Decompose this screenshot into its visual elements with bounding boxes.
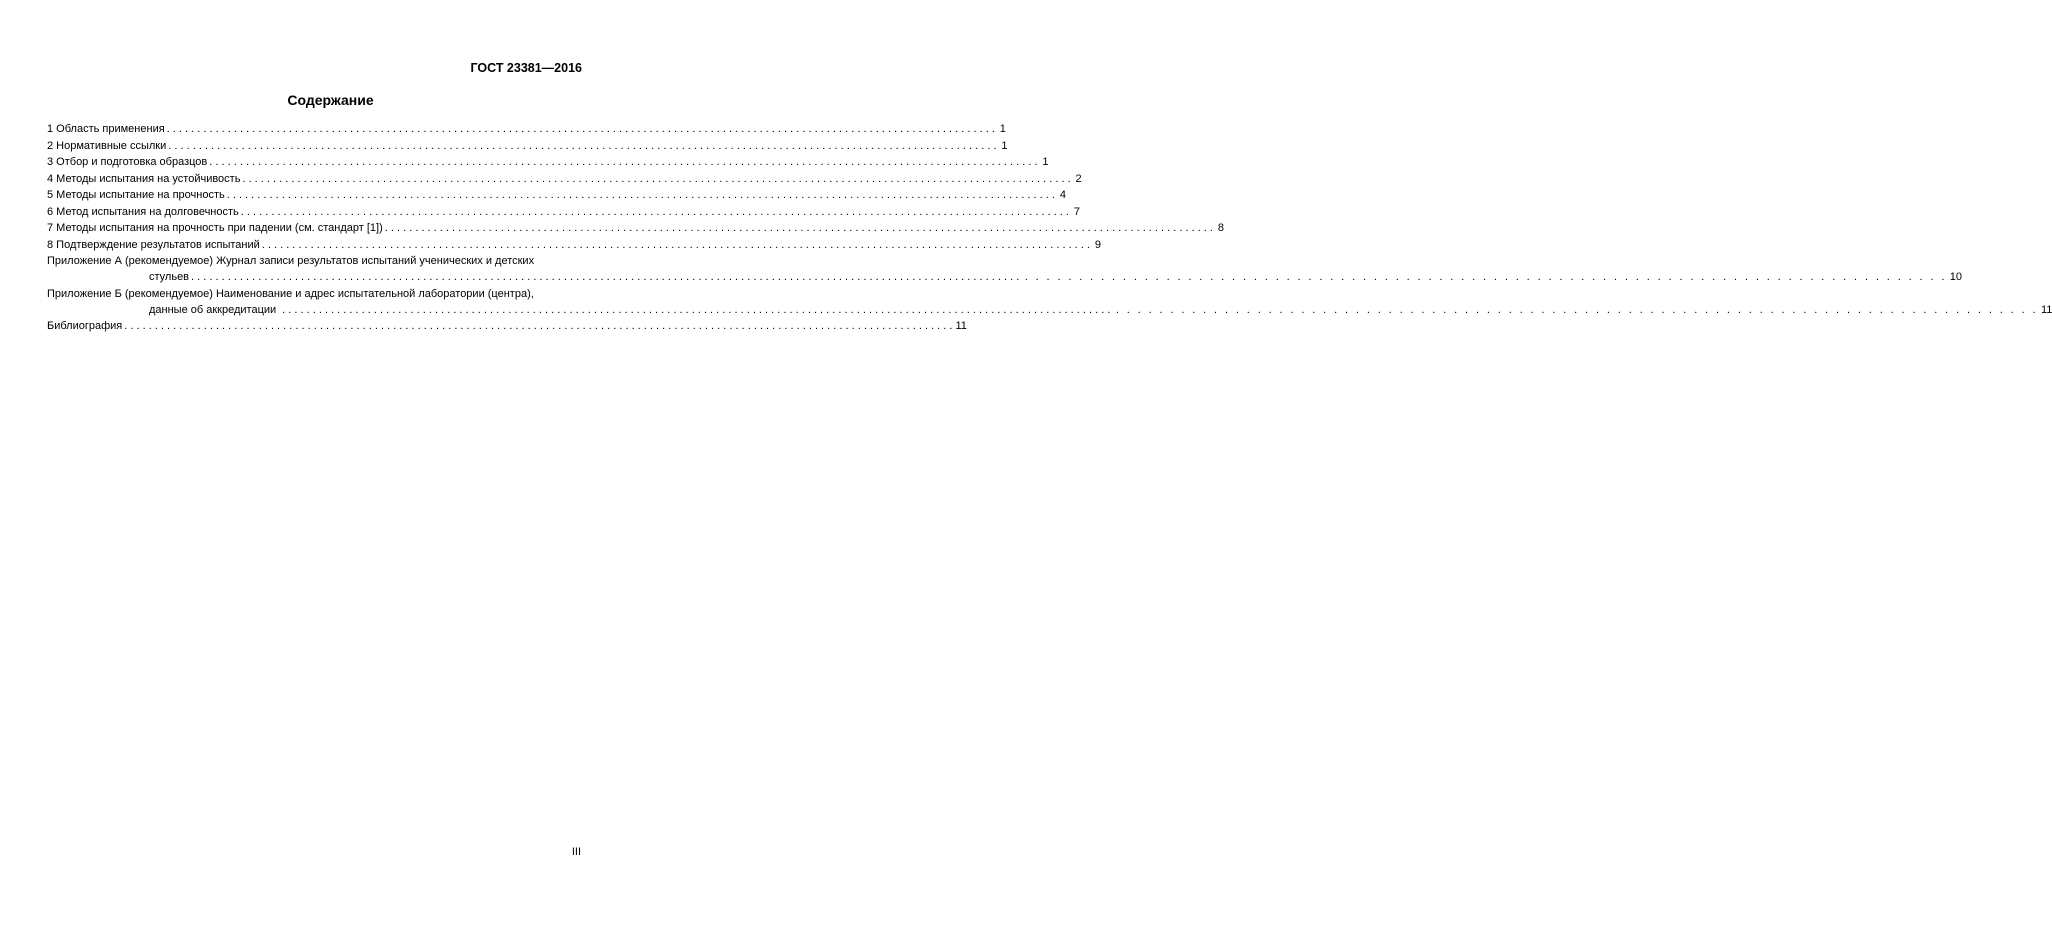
leader-dots [385,220,1213,236]
toc-entry-page: 8 [1217,222,1224,234]
toc-entry-2[interactable] [47,138,1008,154]
toc-entry-label: 1 Область применения [47,123,165,135]
toc-entry-page: 11 [2040,303,2052,316]
leader-dots: . . . . . . . . . . . . . . . . . . . . . . . . . . . . . . . . . . . . . . . . . . . . . . . . . . . . . . . . . . . . . . . . . . . . . . . . . . . . . . . . . . . . . . . . [282,302,2038,318]
toc-entry-label: Библиография [47,320,123,332]
toc-entry-label-continued: стульев [149,271,190,283]
leader-dots [167,121,995,137]
leader-dots [262,237,1090,253]
leader-dots [227,187,1055,203]
toc-entry-label: Приложение Б (рекомендуемое) Наименование и адрес испытательной лаборатории (центра), [47,287,534,300]
leader-dots [242,171,1070,187]
table-of-contents [47,121,2052,335]
toc-entry-appendix-b[interactable] [47,286,2052,318]
toc-entry-3[interactable] [47,154,1049,170]
toc-entry-8[interactable] [47,237,1101,253]
leader-dots [241,204,1069,220]
leader-dots [168,138,996,154]
toc-entry-1[interactable] [47,121,1006,137]
toc-entry-page: 1 [1001,139,1008,152]
toc-entry-label: 3 Отбор и подготовка образцов [47,156,208,168]
toc-entry-6[interactable] [47,204,1080,220]
toc-entry-7[interactable] [47,220,1224,236]
toc-entry-label: 8 Подтверждение результатов испытаний [47,238,260,251]
leader-dots [209,154,1037,170]
leader-dots [124,318,952,334]
toc-entry-label: 2 Нормативные ссылки [47,139,167,152]
toc-entry-4[interactable] [47,171,1082,187]
page-number: III [571,846,581,858]
page-title: Содержание [287,92,374,108]
toc-entry-page: 4 [1059,189,1066,201]
toc-entry-label: 7 Методы испытания на прочность при падении (см. стандарт [1]) [47,222,383,234]
leader-dots: . . . . . . . . . . . . . . . . . . . . . . . . . . . . . . . . . . . . . . . . . . . . . . . . . . . . . . . . . . . . . . . . . . . . . . . . . . . . . . . . . . . . . . . . [191,269,1947,285]
toc-entry-page: 10 [1949,271,1963,283]
toc-entry-label: Приложение А (рекомендуемое) Журнал записи результатов испытаний ученических и детских [47,255,535,267]
toc-entry-page: 7 [1073,205,1080,218]
toc-entry-page: 9 [1094,238,1101,251]
toc-entry-page: 1 [1042,156,1049,168]
toc-entry-bibliography[interactable] [47,318,967,334]
toc-entry-label-continued: данные об аккредитации [149,303,277,316]
toc-entry-page: 1 [999,123,1006,135]
toc-entry-page: 11 [955,320,967,332]
toc-entry-label: 4 Методы испытания на устойчивость [47,172,241,185]
toc-entry-label: 5 Методы испытание на прочность [47,189,225,201]
toc-entry-appendix-a[interactable] [47,253,1963,285]
standard-header: ГОСТ 23381—2016 [470,61,582,75]
toc-entry-label: 6 Метод испытания на долговечность [47,205,239,218]
toc-entry-5[interactable] [47,187,1066,203]
toc-entry-page: 2 [1075,172,1082,185]
